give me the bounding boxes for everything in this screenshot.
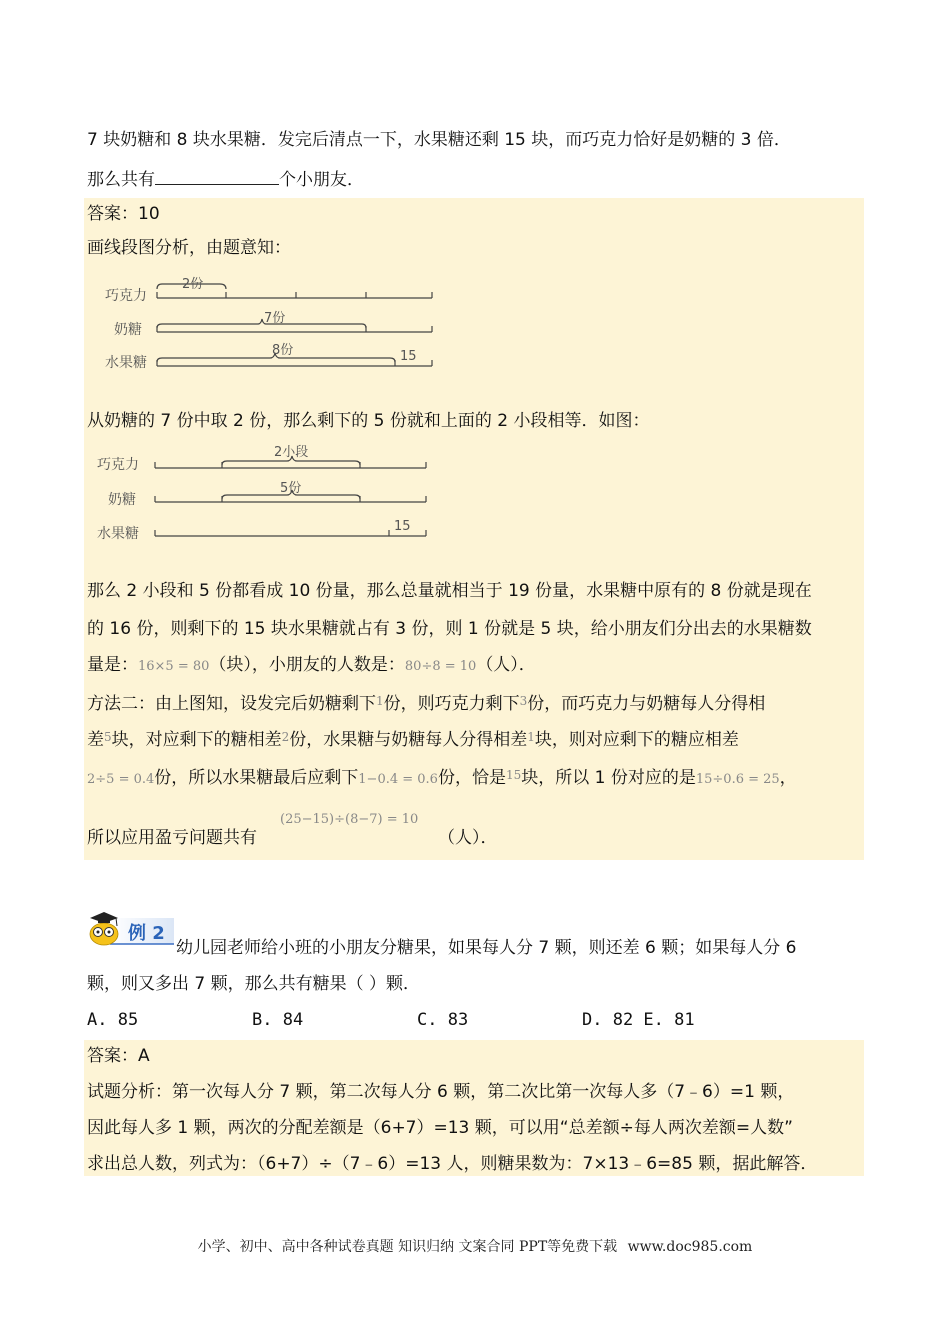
answer-label: 答案：A — [87, 1046, 150, 1066]
row-label-milk-candy: 奶糖 — [114, 322, 142, 338]
row-label-fruit-candy: 水果糖 — [97, 526, 139, 542]
formula: 15÷0.6 = 25 — [695, 772, 780, 787]
question-line: 7 块奶糖和 8 块水果糖．发完后清点一下，水果糖还剩 15 块，而巧克力恰好是奶糖的 3 倍． — [87, 130, 791, 150]
row-label-milk-candy: 奶糖 — [108, 492, 136, 508]
analysis-paragraph: 试题分析：第一次每人分 7 颗，第二次每人分 6 颗，第二次比第一次每人多（7﹣6）=1 颗， — [87, 1082, 795, 1102]
brace-label-8: 8份 — [272, 343, 294, 358]
footer — [0, 1236, 950, 1256]
row-label-chocolate: 巧克力 — [105, 288, 147, 304]
analysis-paragraph: 的 16 份，则剩下的 15 块水果糖就占有 3 份，则 1 份就是 5 块，给小朋友们分出去的水果糖数 — [87, 619, 812, 639]
segment-diagram-2 — [94, 442, 439, 546]
remaining-label: 15 — [394, 519, 411, 534]
unit-label: （人）． — [438, 828, 498, 848]
brace-label-2-segments: 2小段 — [274, 445, 309, 460]
method-two-line: 所以应用盈亏问题共有 — [87, 828, 257, 848]
question-line: 颗，则又多出 7 颗，那么共有糖果（ ）颗． — [87, 974, 421, 994]
fruit-candy-segment — [157, 353, 432, 366]
analysis-paragraph: 量是：16×5 = 80（块），小朋友的人数是：80÷8 = 10（人）． — [87, 655, 536, 675]
footer-link[interactable]: www.doc985.com — [627, 1239, 753, 1255]
remaining-label: 15 — [400, 349, 417, 364]
formula: (25−15)÷(8−7) = 10 — [280, 812, 419, 827]
footer-text: 小学、初中、高中各种试卷真题 知识归纳 文案合同 PPT等免费下载 — [197, 1239, 618, 1255]
option-c: C. 83 — [417, 1010, 469, 1030]
example-badge-icon — [84, 906, 176, 948]
row-label-chocolate: 巧克力 — [97, 457, 139, 473]
question-line: 幼儿园老师给小班的小朋友分糖果，如果每人分 7 颗，则还差 6 颗；如果每人分 6 — [176, 938, 797, 958]
fruit-candy-segment — [155, 530, 426, 536]
question-line: 那么共有 个小朋友． — [87, 166, 364, 192]
method-two-line: 2÷5 = 0.4份，所以水果糖最后应剩下1−0.4 = 0.6份，恰是$^{15}$块，所以 1 份对应的是15÷0.6 = 25， — [87, 768, 797, 788]
method-two-line: 方法二：由上图知，设发完后奶糖剩下$^1$份，则巧克力剩下$^3$份，而巧克力与奶糖每人分得相 — [87, 694, 766, 714]
segment-diagram-1 — [100, 272, 445, 376]
brace-label-2: 2份 — [182, 277, 204, 292]
option-b: B. 84 — [252, 1010, 304, 1030]
analysis-intro: 画线段图分析，由题意知： — [87, 238, 291, 258]
row-label-fruit-candy: 水果糖 — [105, 355, 147, 371]
method-two-line: 差$^5$块，对应剩下的糖相差$^2$份，水果糖与奶糖每人分得相差$^1$块，则对应剩下的糖应相差 — [87, 730, 739, 750]
example-label: 例 2 — [128, 923, 165, 944]
analysis-paragraph: 求出总人数，列式为：（6+7）÷（7﹣6）=13 人，则糖果数为：7×13﹣6=85 颗，据此解答． — [87, 1154, 818, 1174]
option-d-e: D. 82 E. 81 — [582, 1010, 695, 1030]
brace-label-7: 7份 — [264, 311, 286, 326]
analysis-step: 从奶糖的 7 份中取 2 份，那么剩下的 5 份就和上面的 2 小段相等．如图： — [87, 411, 650, 431]
brace-label-5: 5份 — [280, 481, 302, 496]
formula: 2÷5 = 0.4 — [87, 772, 155, 787]
milk-candy-segment — [157, 319, 432, 332]
analysis-paragraph: 那么 2 小段和 5 份都看成 10 份量，那么总量就相当于 19 份量，水果糖中原有的 8 份就是现在 — [87, 581, 812, 601]
option-a: A. 85 — [87, 1010, 139, 1030]
analysis-paragraph: 因此每人多 1 颗，两次的分配差额是（6+7）=13 颗，可以用“总差额÷每人两次差额=人数” — [87, 1118, 793, 1138]
answer-blank — [155, 166, 279, 185]
formula: 1−0.4 = 0.6 — [358, 772, 438, 787]
formula: 16×5 = 80 — [138, 659, 210, 674]
answer-label: 答案：10 — [87, 204, 160, 224]
formula: 80÷8 = 10 — [404, 659, 477, 674]
